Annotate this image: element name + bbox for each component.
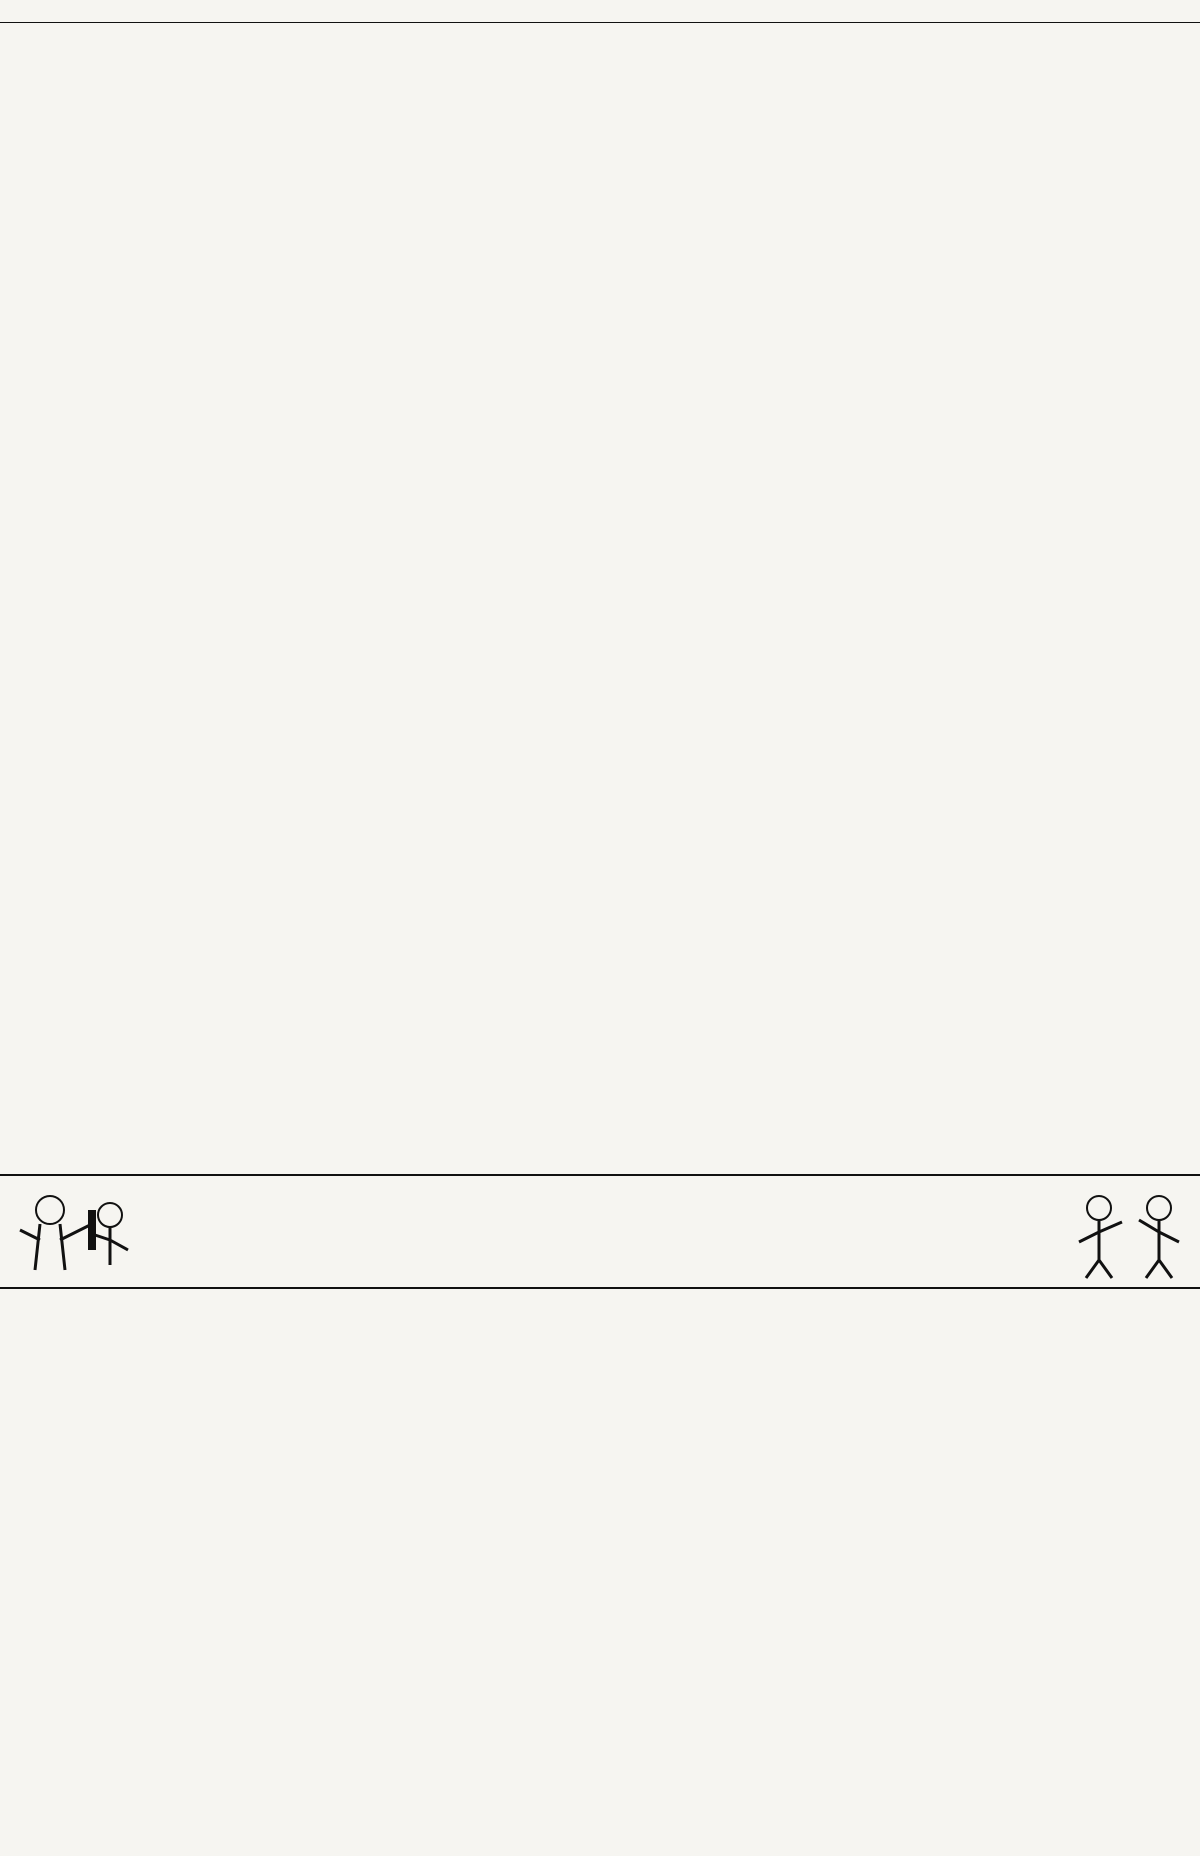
workers-cartoon-icon [1064,1180,1194,1280]
service-directory-banner [150,1176,1190,1286]
page-header [6,4,1192,22]
service-directory-section [4,1290,1196,1850]
handyman-cartoon-icon [10,1180,140,1280]
header-rule [0,22,1200,23]
banner-bottom-rule [0,1287,1200,1289]
classified-top-section [4,74,1196,1172]
